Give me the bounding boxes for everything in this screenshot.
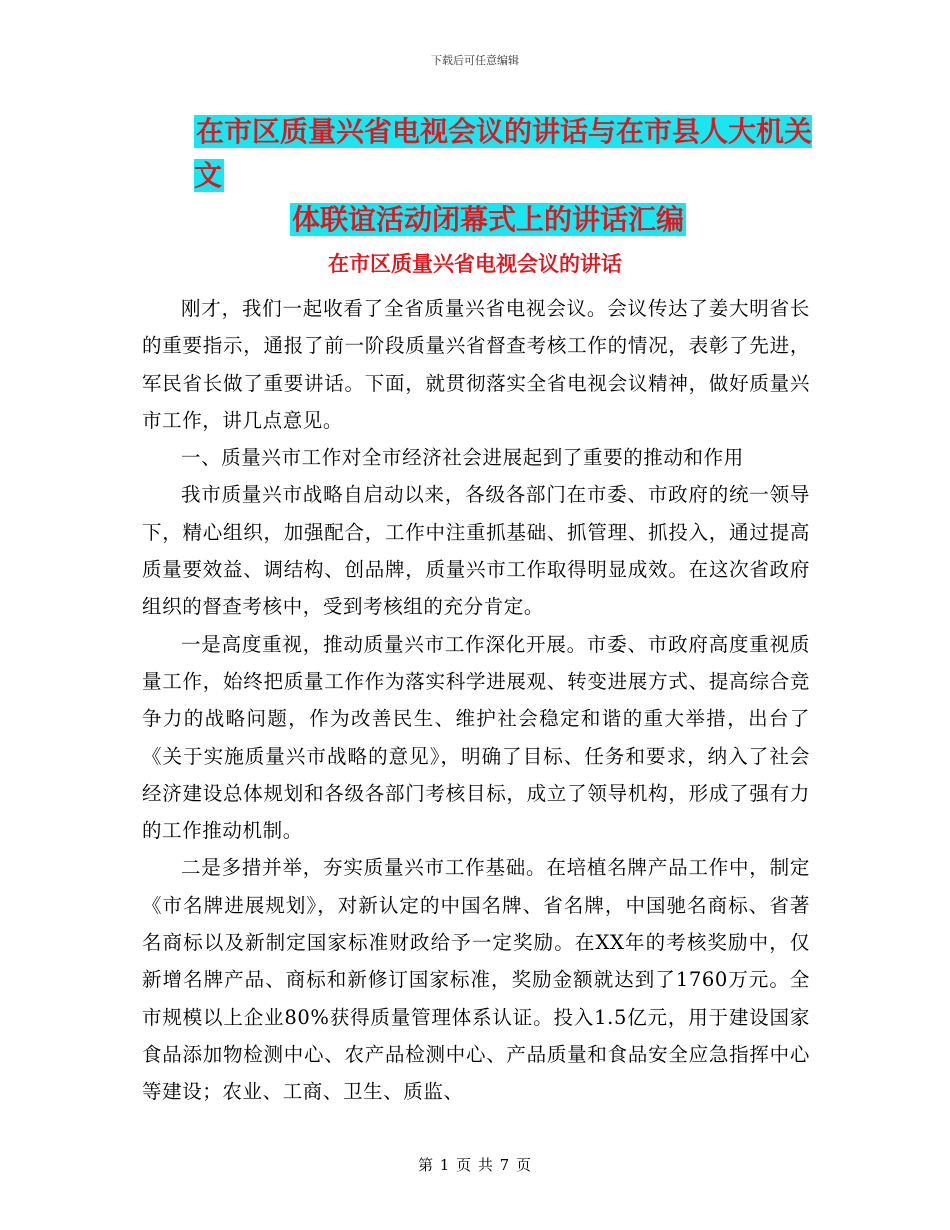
document-title <box>150 110 830 242</box>
page-footer: 第 1 页 共 7 页 <box>418 1156 532 1174</box>
page-header: 下载后可任意编辑 <box>431 54 519 67</box>
section-title: 在市区质量兴省电视会议的讲话 <box>328 252 622 276</box>
paragraph: 二是多措并举，夯实质量兴市工作基础。在培植名牌产品工作中，制定《市名牌进展规划》，对新认定的中国名牌、省名牌，中国驰名商标、省著名商标以及新制定国家标准财政给予一定奖励。在XX年的考核奖励中，仅新增名牌产品、商标和新修订国家标准，奖励金额就达到了1760万元。全市规模以上企业80%获得质量管理体系认证。投入1.5亿元，用于建设国家食品添加物检测中心、农产品检测中心、产品质量和食品安全应急指挥中心等建设；农业、工商、卫生、质监、 <box>142 856 810 1104</box>
paragraph: 我市质量兴市战略自启动以来，各级各部门在市委、市政府的统一领导下，精心组织，加强配合，工作中注重抓基础、抓管理、抓投入，通过提高质量要效益、调结构、创品牌，质量兴市工作取得明显成效。在这次省政府组织的督查考核中，受到考核组的充分肯定。 <box>142 483 810 619</box>
paragraph: 刚才，我们一起收看了全省质量兴省电视会议。会议传达了姜大明省长的重要指示，通报了前一阶段质量兴省督查考核工作的情况，表彰了先进，军民省长做了重要讲话。下面，就贯彻落实全省电视会议精神，做好质量兴市工作，讲几点意见。 <box>142 297 810 432</box>
title-line-1: 在市区质量兴省电视会议的讲话与在市县人大机关文 <box>194 115 813 192</box>
paragraph: 一、质量兴市工作对全市经济社会进展起到了重要的推动和作用 <box>181 446 744 470</box>
title-line-2: 体联谊活动闭幕式上的讲话汇编 <box>292 203 685 236</box>
paragraph: 一是高度重视，推动质量兴市工作深化开展。市委、市政府高度重视质量工作，始终把质量工作作为落实科学进展观、转变进展方式、提高综合竞争力的战略问题，作为改善民生、维护社会稳定和谐的重大举措，出台了《关于实施质量兴市战略的意见》，明确了目标、任务和要求，纳入了社会经济建设总体规划和各级各部门考核目标，成立了领导机构，形成了强有力的工作推动机制。 <box>142 632 810 843</box>
body-text <box>142 290 810 1111</box>
